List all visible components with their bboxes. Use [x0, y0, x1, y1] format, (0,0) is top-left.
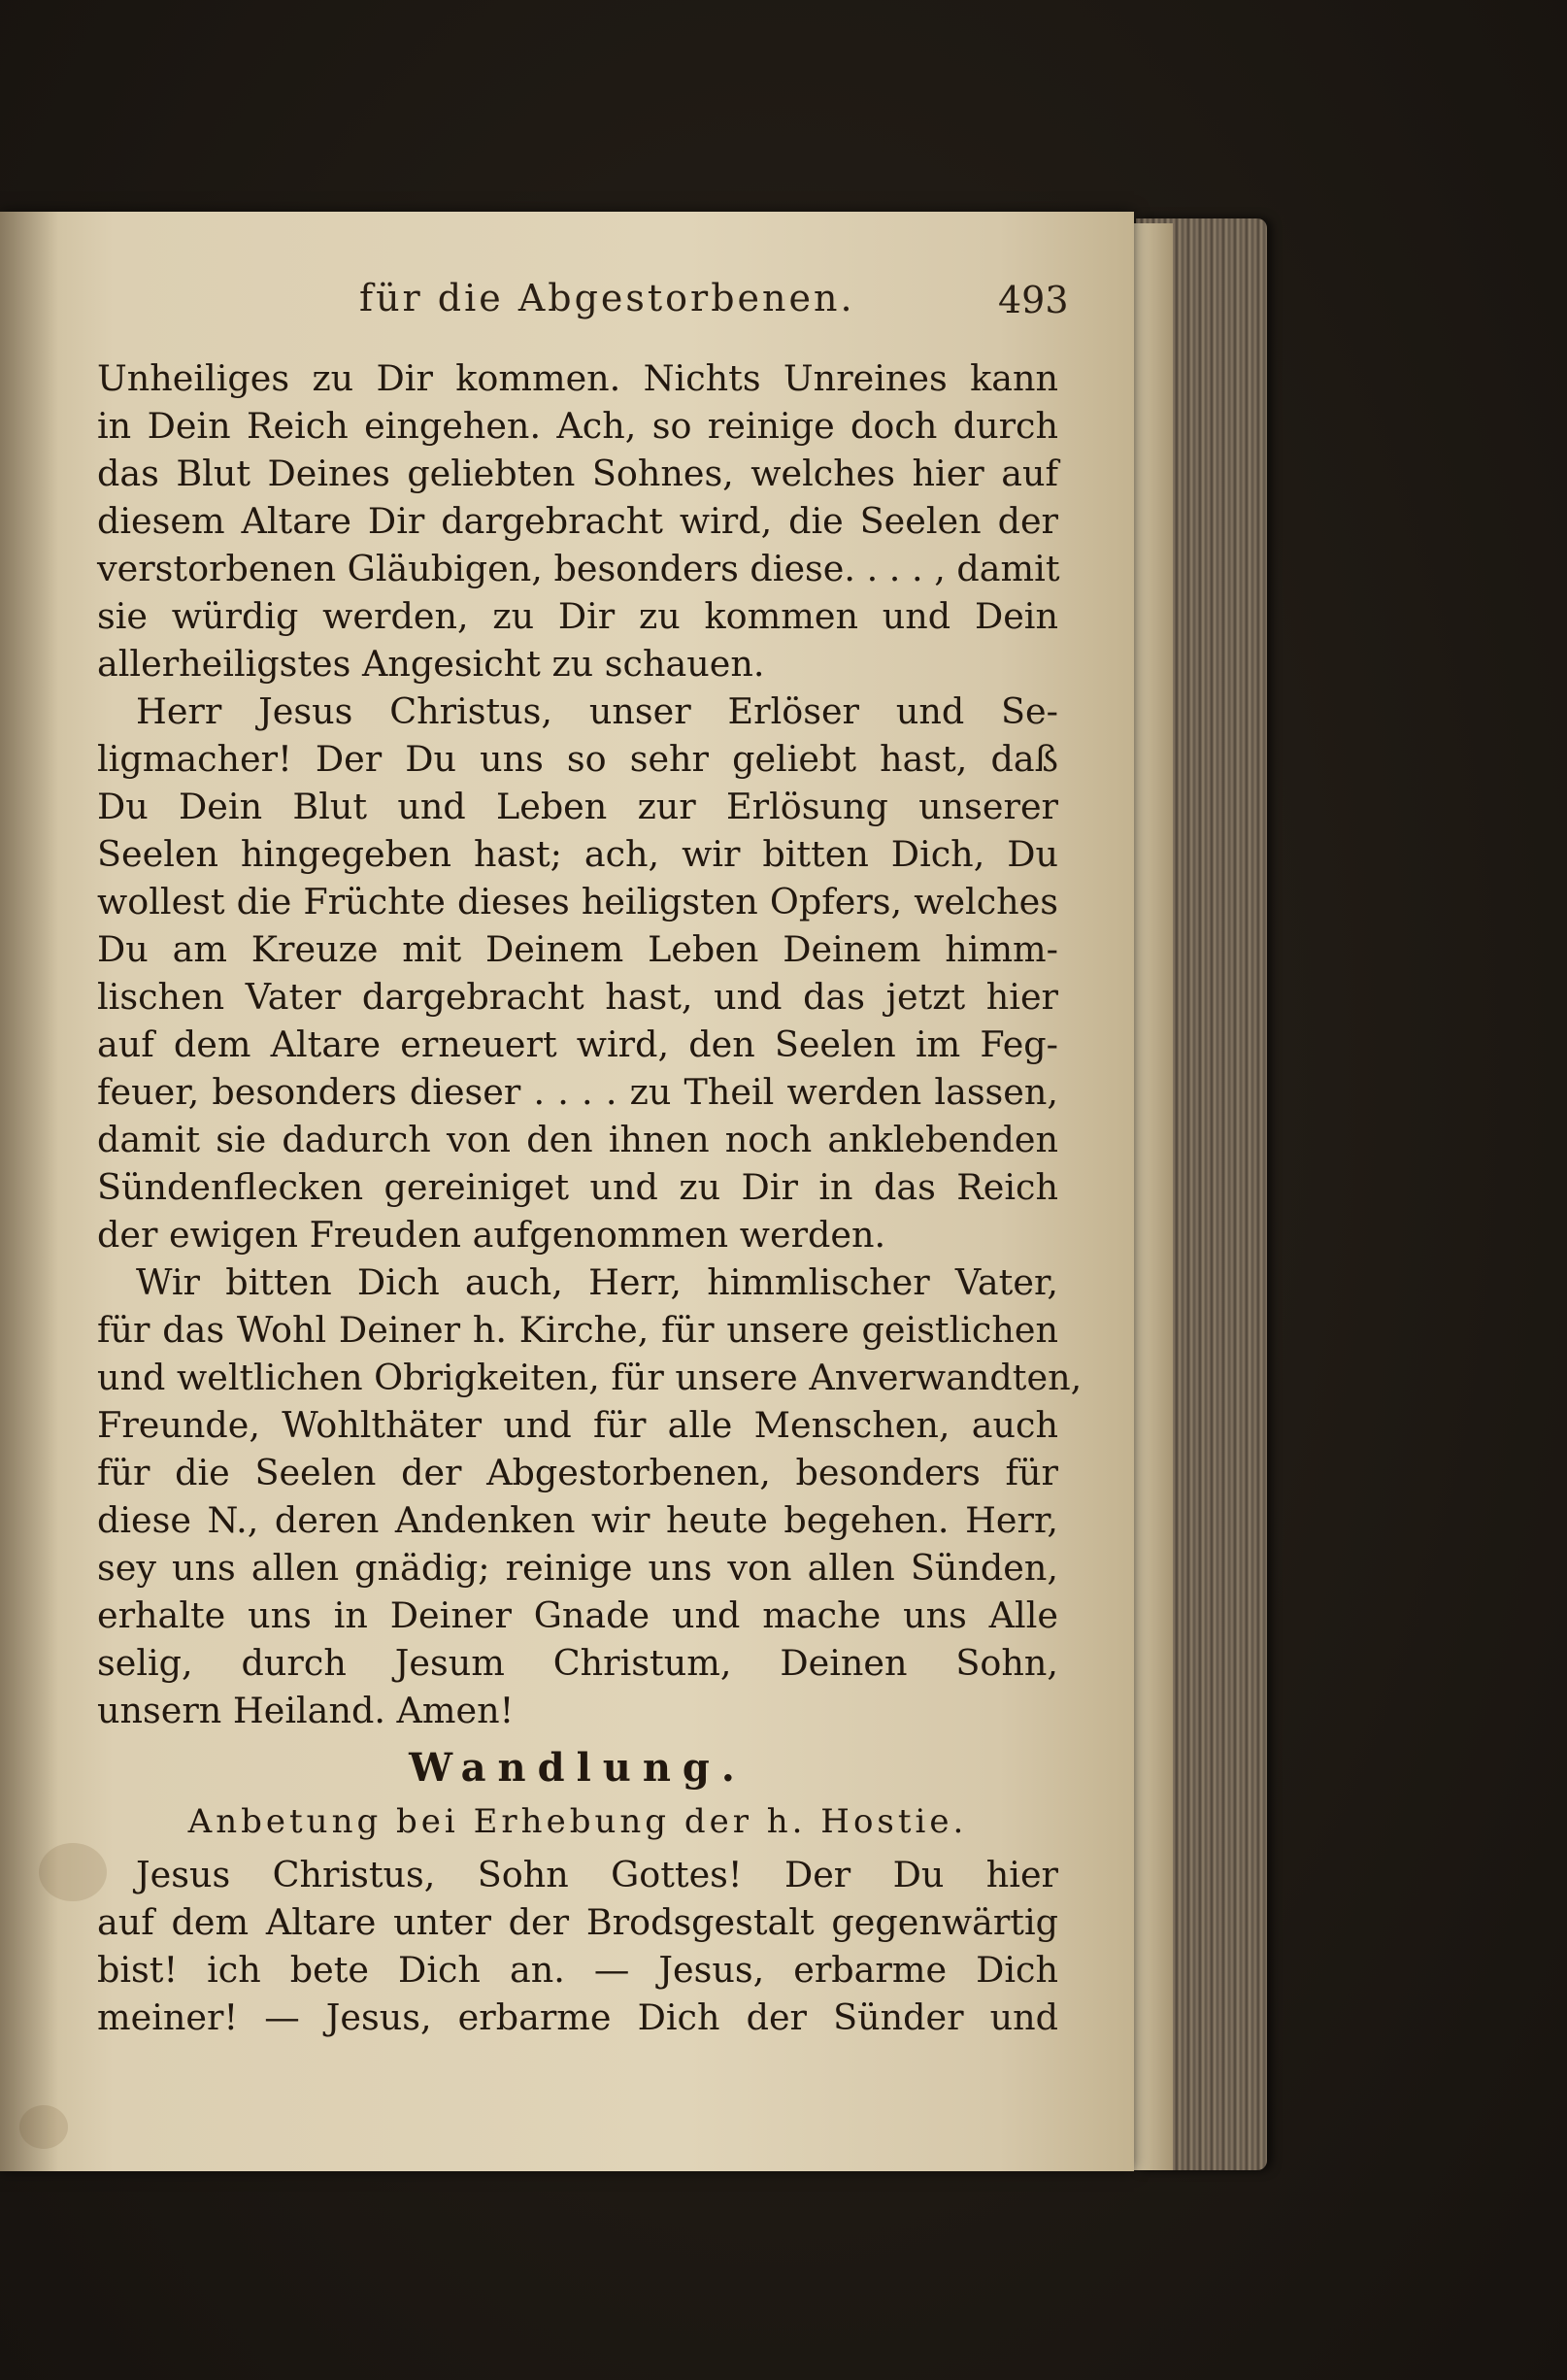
text-line: allerheiligstes Angesicht zu schauen.	[97, 643, 765, 685]
text-line: Wir bitten Dich auch, Herr, himmlischer Vater,	[136, 1261, 1058, 1303]
text-line: Du am Kreuze mit Deinem Leben Deinem himm-	[97, 928, 1058, 970]
text-line: sey uns allen gnädig; reinige uns von allen Sünden,	[97, 1547, 1058, 1589]
text-line: und weltlichen Obrigkeiten, für unsere Anverwandten,	[97, 1357, 1083, 1398]
text-line: unsern Heiland. Amen!	[97, 1690, 515, 1731]
text-line: das Blut Deines geliebten Sohnes, welches hier auf	[97, 453, 1058, 494]
text-line: für das Wohl Deiner h. Kirche, für unsere geistlichen	[97, 1309, 1058, 1351]
body-text	[97, 354, 1083, 2041]
text-line: der ewigen Freuden aufgenommen werden.	[97, 1214, 886, 1256]
text-line: feuer, besonders dieser . . . . zu Theil werden lassen,	[97, 1071, 1058, 1113]
section-subheading: Anbetung bei Erhebung der h. Hostie.	[187, 1802, 968, 1841]
text-line: meiner! — Jesus, erbarme Dich der Sünder und	[97, 1996, 1058, 2038]
text-line: lischen Vater dargebracht hast, und das jetzt hier	[97, 976, 1058, 1018]
running-head	[97, 277, 1068, 325]
text-line: Sündenflecken gereiniget und zu Dir in das Reich	[97, 1166, 1058, 1208]
text-line: wollest die Früchte dieses heiligsten Opfers, welches	[97, 881, 1058, 922]
running-title: für die Abgestorbenen.	[359, 277, 855, 319]
page-gutter-shadow	[0, 212, 58, 2171]
text-line: Freunde, Wohlthäter und für alle Menschen, auch	[97, 1404, 1058, 1446]
text-line: auf dem Altare unter der Brodsgestalt gegenwärtig	[97, 1901, 1058, 1943]
text-line: Seelen hingegeben hast; ach, wir bitten Dich, Du	[97, 833, 1058, 875]
text-line: sie würdig werden, zu Dir zu kommen und Dein	[97, 595, 1058, 637]
text-line: auf dem Altare erneuert wird, den Seelen im Feg-	[97, 1023, 1058, 1065]
text-line: Herr Jesus Christus, unser Erlöser und Se-	[136, 690, 1058, 732]
text-line: Unheiliges zu Dir kommen. Nichts Unreines kann	[97, 357, 1058, 399]
text-line: damit sie dadurch von den ihnen noch anklebenden	[97, 1119, 1058, 1160]
text-line: bist! ich bete Dich an. — Jesus, erbarme Dich	[97, 1949, 1058, 1991]
section-heading: Wandlung.	[409, 1745, 747, 1791]
text-line: ligmacher! Der Du uns so sehr geliebt hast, daß	[97, 738, 1058, 780]
text-line: verstorbenen Gläubigen, besonders diese. . . . , damit	[97, 548, 1060, 589]
text-line: selig, durch Jesum Christum, Deinen Sohn,	[97, 1642, 1058, 1684]
text-line: diesem Altare Dir dargebracht wird, die Seelen der	[97, 500, 1058, 542]
text-line: Jesus Christus, Sohn Gottes! Der Du hier	[136, 1854, 1058, 1895]
text-line: erhalte uns in Deiner Gnade und mache uns Alle	[97, 1594, 1058, 1636]
page-number: 493	[998, 279, 1069, 321]
text-line: Du Dein Blut und Leben zur Erlösung unserer	[97, 786, 1058, 827]
text-line: diese N., deren Andenken wir heute begehen. Herr,	[97, 1499, 1058, 1541]
text-line: für die Seelen der Abgestorbenen, besonders für	[97, 1452, 1058, 1493]
text-line: in Dein Reich eingehen. Ach, so reinige doch durch	[97, 405, 1058, 447]
